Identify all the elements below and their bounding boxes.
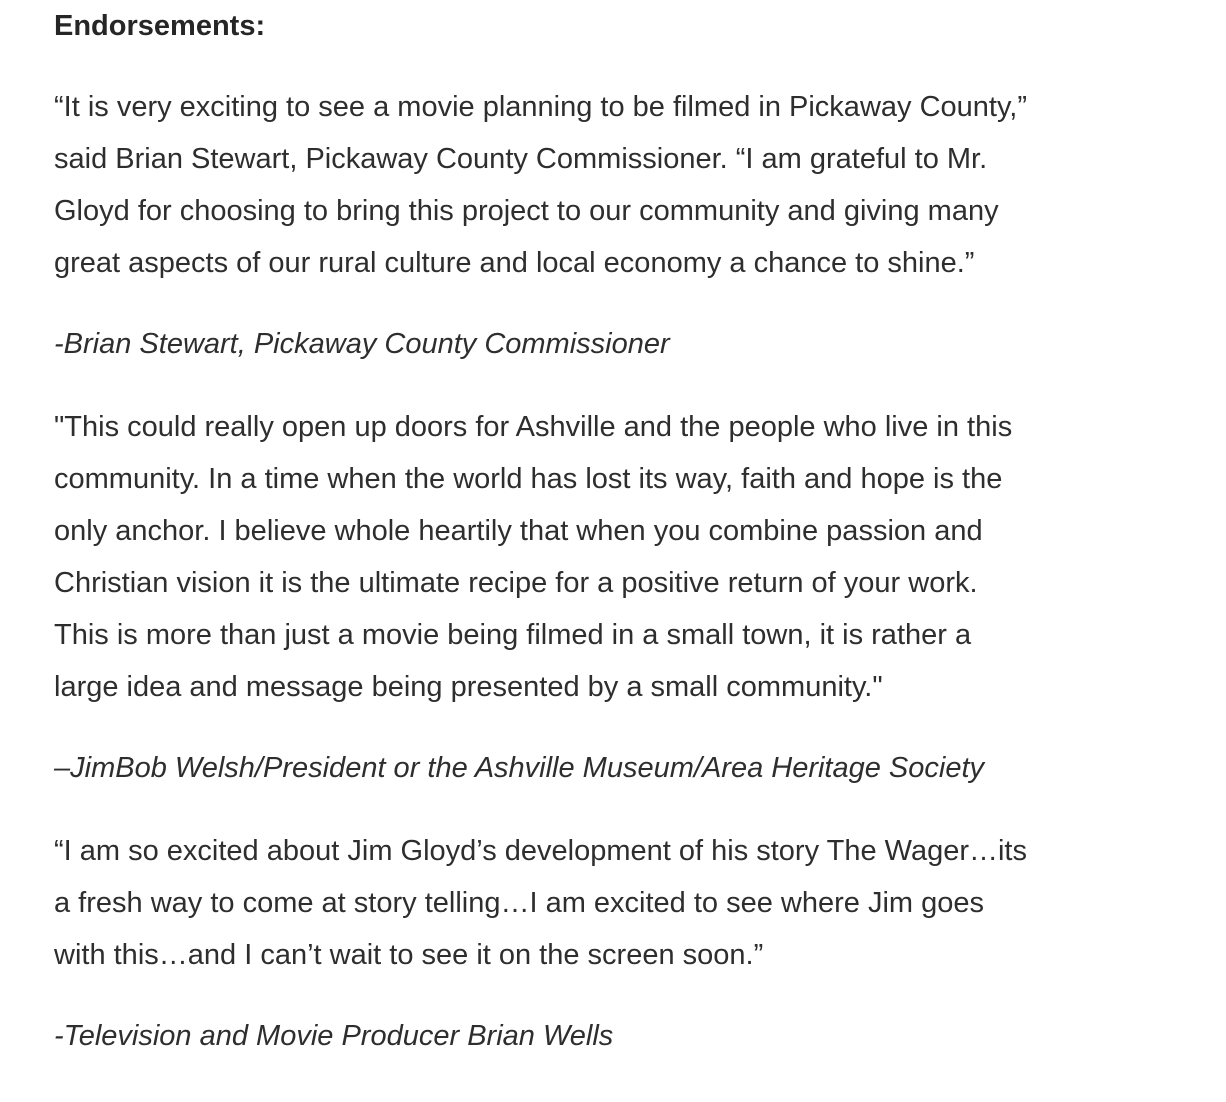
endorsement-quote: “I am so excited about Jim Gloyd’s development of his story The Wager…its a fresh way to come at story telling…I am excited to see where Jim goes with this…and I can’t wait to see it on the screen soon.”: [54, 835, 1027, 971]
endorsement-attribution: -Television and Movie Producer Brian Wells: [54, 1020, 614, 1052]
endorsement-quote: “It is very exciting to see a movie planning to be filmed in Pickaway County,” said Brian Stewart, Pickaway County Commissioner. “I am grateful to Mr. Gloyd for choosing to bring this project to our community and giving many great aspects of our rural culture and local economy a chance to shine.”: [54, 91, 1028, 279]
endorsement-attribution: -Brian Stewart, Pickaway County Commissioner: [54, 328, 670, 360]
endorsement-attribution: –JimBob Welsh/President or the Ashville Museum/Area Heritage Society: [54, 752, 985, 784]
endorsements-heading: Endorsements:: [54, 10, 266, 42]
endorsement-quote: "This could really open up doors for Ashville and the people who live in this community. In a time when the world has lost its way, faith and hope is the only anchor. I believe whole heartily that when you combine passion and Christian vision it is the ultimate recipe for a positive return of your work. This is more than just a movie being filmed in a small town, it is rather a large idea and message being presented by a small community.": [54, 411, 1013, 703]
